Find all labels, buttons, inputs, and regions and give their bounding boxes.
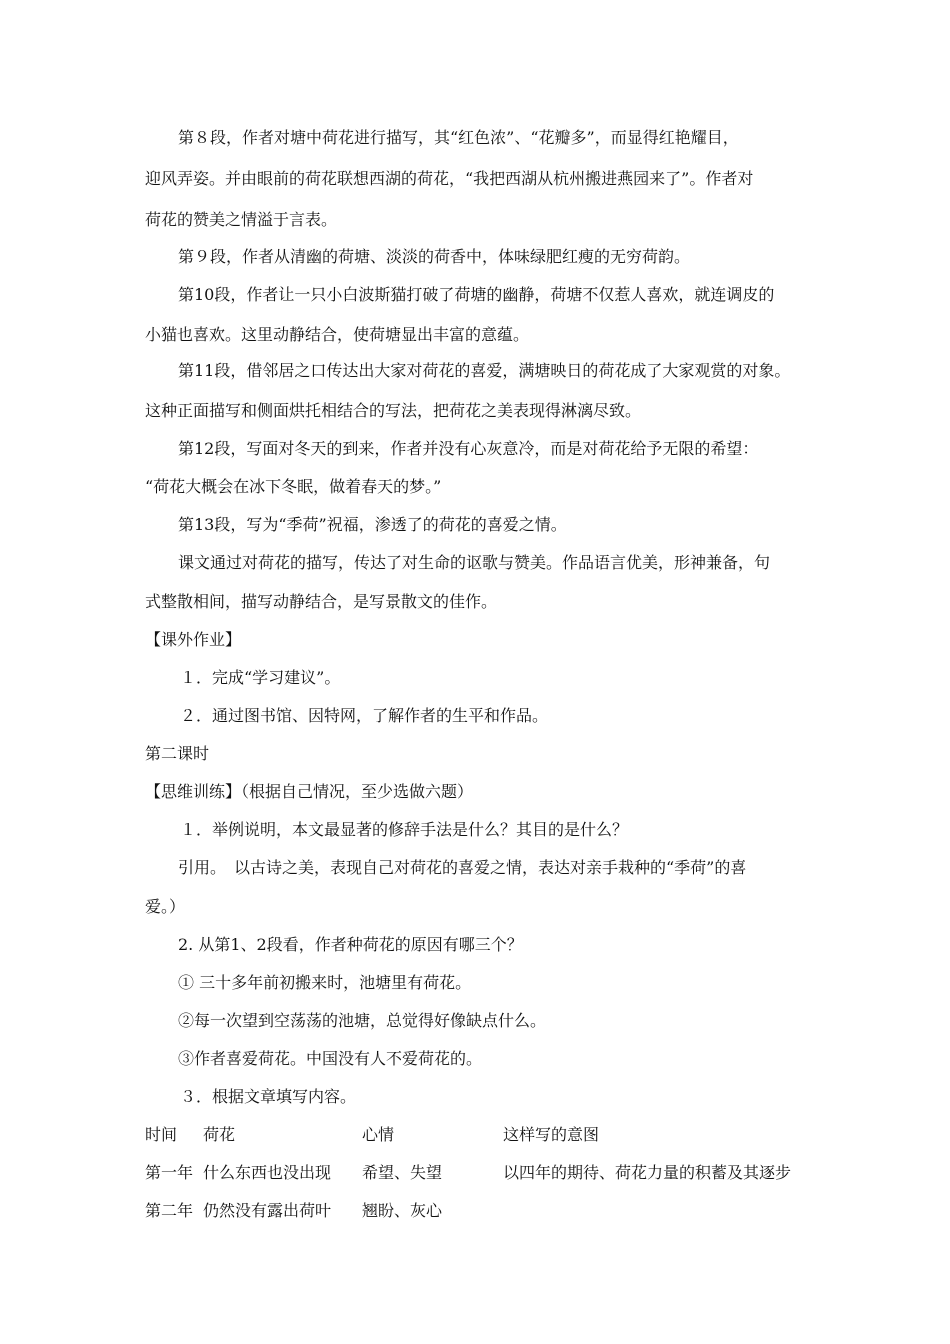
table-cell: 希望、失望 [362,1163,443,1182]
table-header-mood: 心情 [362,1125,395,1144]
section-heading: 【课外作业】 [145,630,242,649]
paragraph-line: 第11段，借邻居之口传达出大家对荷花的喜爱，满塘映日的荷花成了大家观赏的对象。 [178,361,791,380]
paragraph-line: 荷花的赞美之情溢于言表。 [145,210,338,229]
paragraph-line: 第10段，作者让一只小白波斯猫打破了荷塘的幽静，荷塘不仅惹人喜欢，就连调皮的 [178,285,775,304]
paragraph-line: “荷花大概会在冰下冬眠，做着春天的梦。” [145,477,442,496]
paragraph-line: 式整散相间，描写动静结合，是写景散文的佳作。 [145,592,498,611]
paragraph-line: 这种正面描写和侧面烘托相结合的写法，把荷花之美表现得淋漓尽致。 [145,401,642,420]
paragraph-line: 第８段，作者对塘中荷花进行描写，其“红色浓”、“花瓣多”，而显得红艳耀目， [178,128,739,147]
section-heading: 【思维训练】（根据自己情况，至少选做六题） [145,782,474,801]
section-heading: 第二课时 [145,744,210,763]
paragraph-line: 迎风弄姿。并由眼前的荷花联想西湖的荷花，“我把西湖从杭州搬进燕园来了”。作者对 [145,169,754,188]
answer-line: ③作者喜爱荷花。中国没有人不爱荷花的。 [178,1049,483,1068]
paragraph-line: 课文通过对荷花的描写，传达了对生命的讴歌与赞美。作品语言优美，形神兼备，句 [178,553,771,572]
answer-line: ②每一次望到空荡荡的池塘，总觉得好像缺点什么。 [178,1011,547,1030]
list-item: １．完成“学习建议”。 [180,668,341,687]
table-cell: 仍然没有露出荷叶 [203,1201,332,1220]
paragraph-line: 第９段，作者从清幽的荷塘、淡淡的荷香中，体味绿肥红瘦的无穷荷韵。 [178,247,691,266]
question-line: ３．根据文章填写内容。 [180,1087,357,1106]
table-header-intent: 这样写的意图 [503,1125,600,1144]
paragraph-line: 小猫也喜欢。这里动静结合，使荷塘显出丰富的意蕴。 [145,325,530,344]
answer-line: ① 三十多年前初搬来时，池塘里有荷花。 [178,973,472,992]
table-cell: 第二年 [145,1201,194,1220]
table-cell: 翘盼、灰心 [362,1201,443,1220]
answer-line: 引用。 以古诗之美，表现自己对荷花的喜爱之情，表达对亲手栽种的“季荷”的喜 [178,858,747,877]
table-header-time: 时间 [145,1125,178,1144]
table-cell: 以四年的期待、荷花力量的积蓄及其逐步 [503,1163,792,1182]
question-line: 2. 从第1、2段看，作者种荷花的原因有哪三个？ [178,935,523,954]
paragraph-line: 第12段，写面对冬天的到来，作者并没有心灰意冷，而是对荷花给予无限的希望： [178,439,759,458]
table-cell: 什么东西也没出现 [203,1163,332,1182]
table-header-lotus: 荷花 [203,1125,236,1144]
answer-line: 爱。） [145,897,186,916]
list-item: ２．通过图书馆、因特网，了解作者的生平和作品。 [180,706,549,725]
paragraph-line: 第13段，写为“季荷”祝福，渗透了的荷花的喜爱之情。 [178,515,567,534]
table-cell: 第一年 [145,1163,194,1182]
question-line: １．举例说明，本文最显著的修辞手法是什么？其目的是什么？ [180,820,629,839]
